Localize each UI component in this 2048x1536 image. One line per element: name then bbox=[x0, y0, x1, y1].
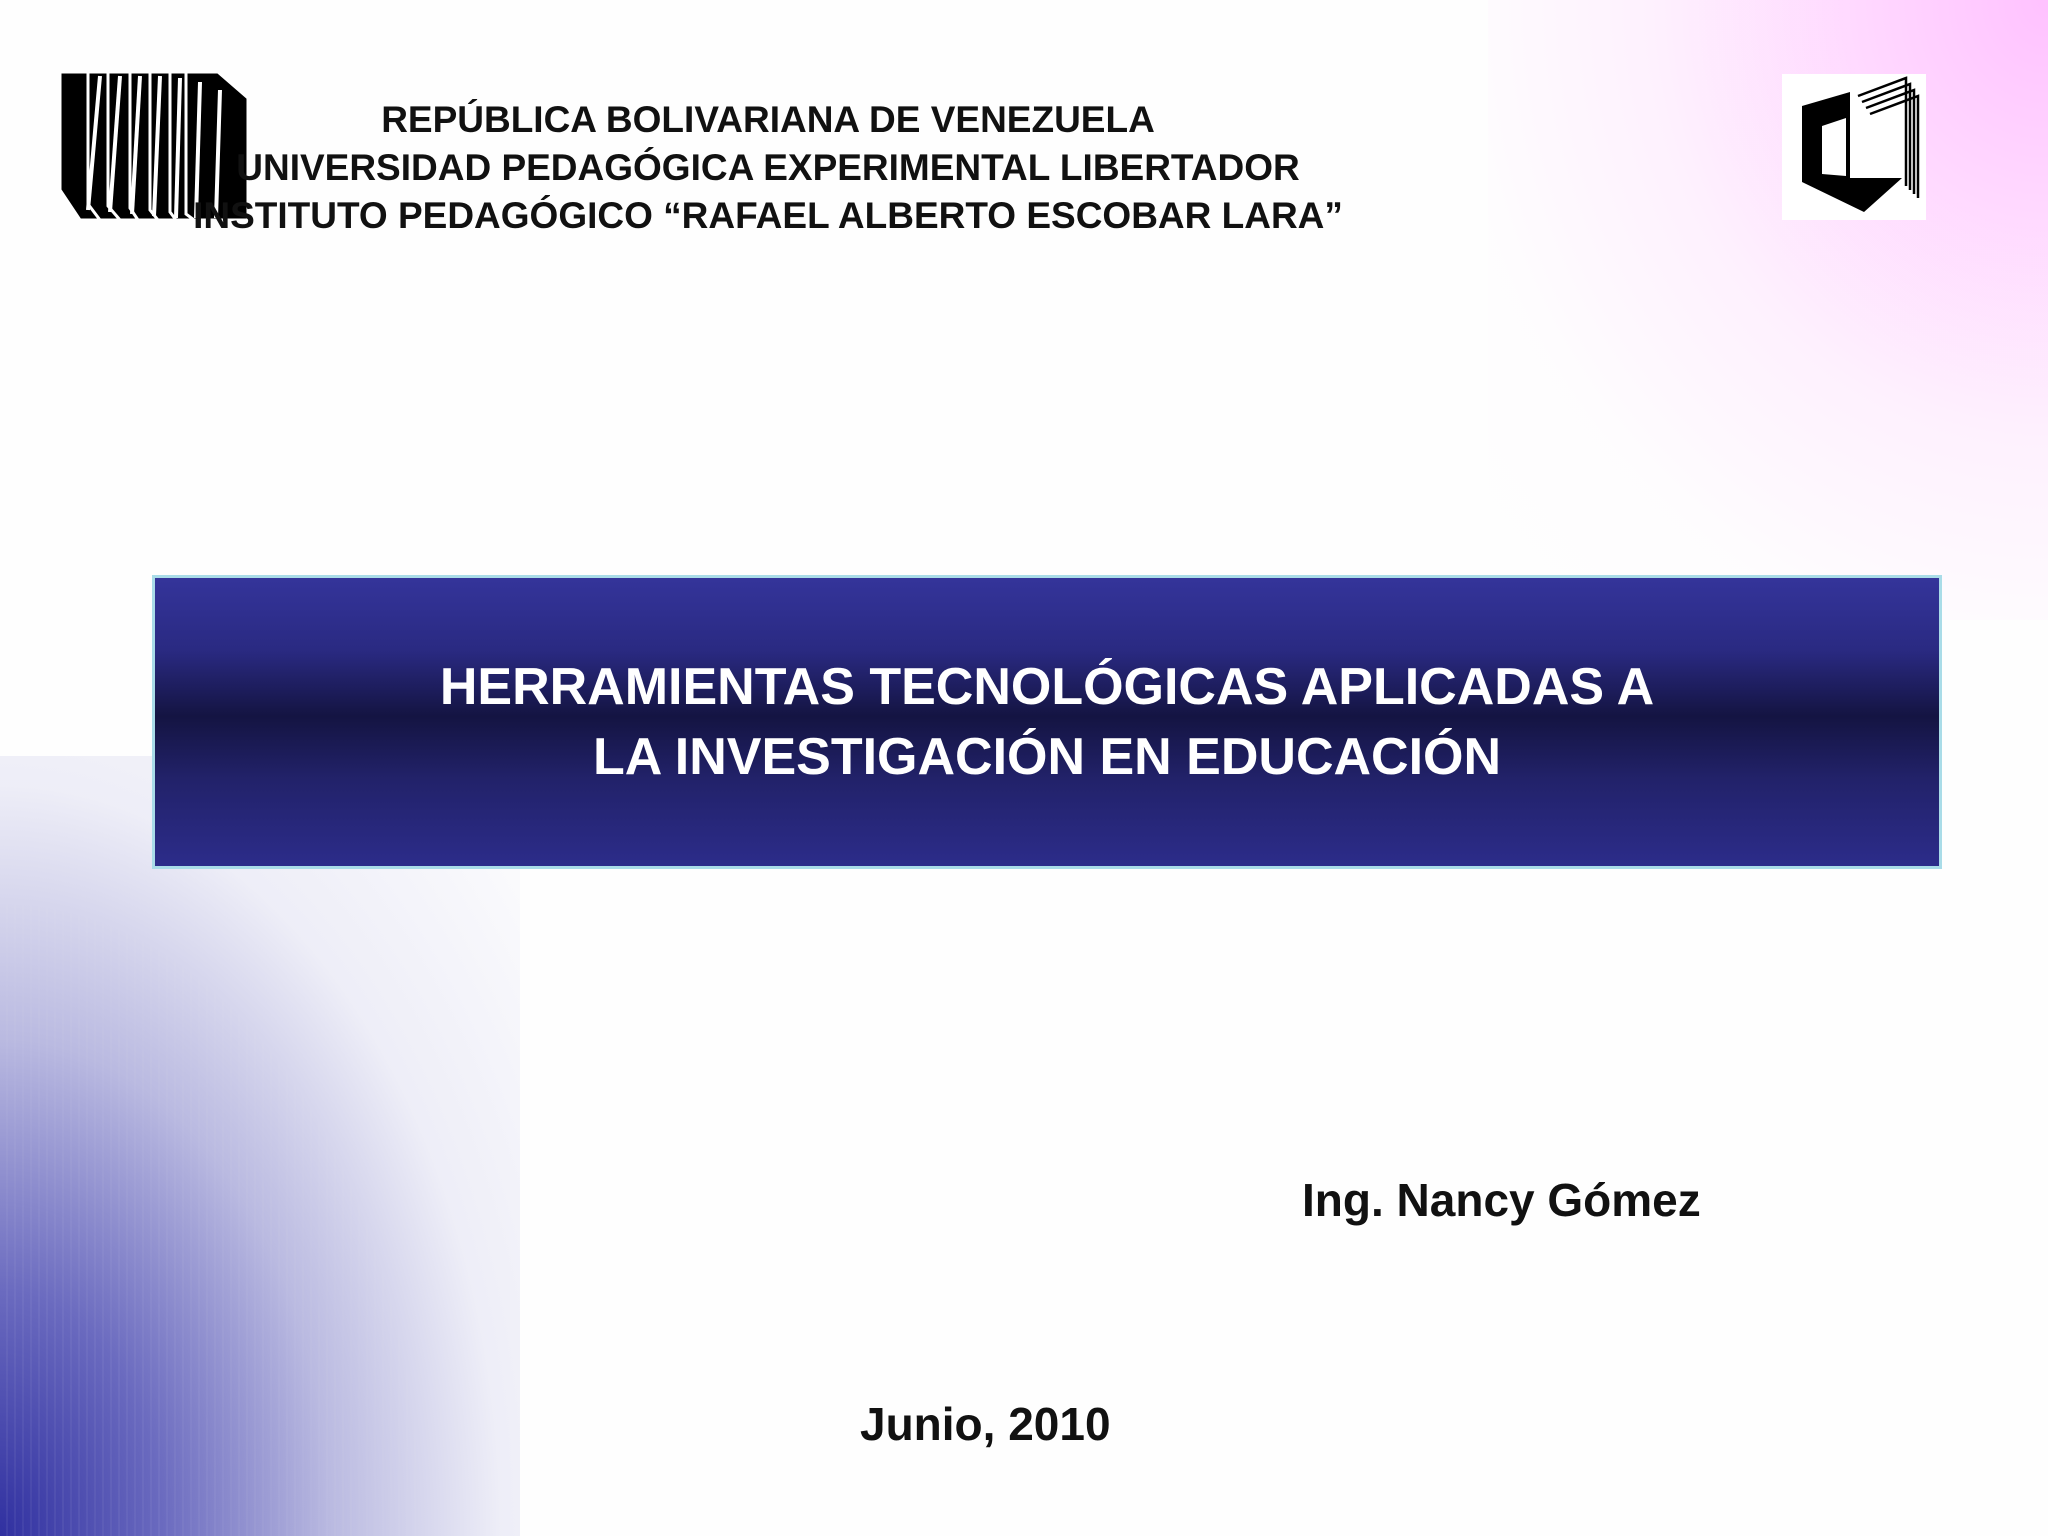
header-country: REPÚBLICA BOLIVARIANA DE VENEZUELA bbox=[381, 99, 1155, 140]
title-line-2: LA INVESTIGACIÓN EN EDUCACIÓN bbox=[592, 728, 1502, 786]
author-name: Ing. Nancy Gómez bbox=[1302, 1174, 1701, 1226]
title-box bbox=[152, 575, 1942, 869]
blue-corner-gradient bbox=[0, 756, 520, 1536]
blue-corner-stripes bbox=[0, 756, 520, 1536]
presentation-date: Junio, 2010 bbox=[860, 1398, 1111, 1450]
title-line-1: HERRAMIENTAS TECNOLÓGICAS APLICADAS A bbox=[439, 658, 1655, 716]
header-university: UNIVERSIDAD PEDAGÓGICA EXPERIMENTAL LIBERTADOR bbox=[236, 147, 1300, 188]
pink-corner-gradient bbox=[1488, 0, 2048, 620]
ipb-logo bbox=[1782, 74, 1926, 220]
header-institute: INSTITUTO PEDAGÓGICO “RAFAEL ALBERTO ESCOBAR LARA” bbox=[193, 195, 1343, 236]
institution-header bbox=[0, 96, 1536, 240]
